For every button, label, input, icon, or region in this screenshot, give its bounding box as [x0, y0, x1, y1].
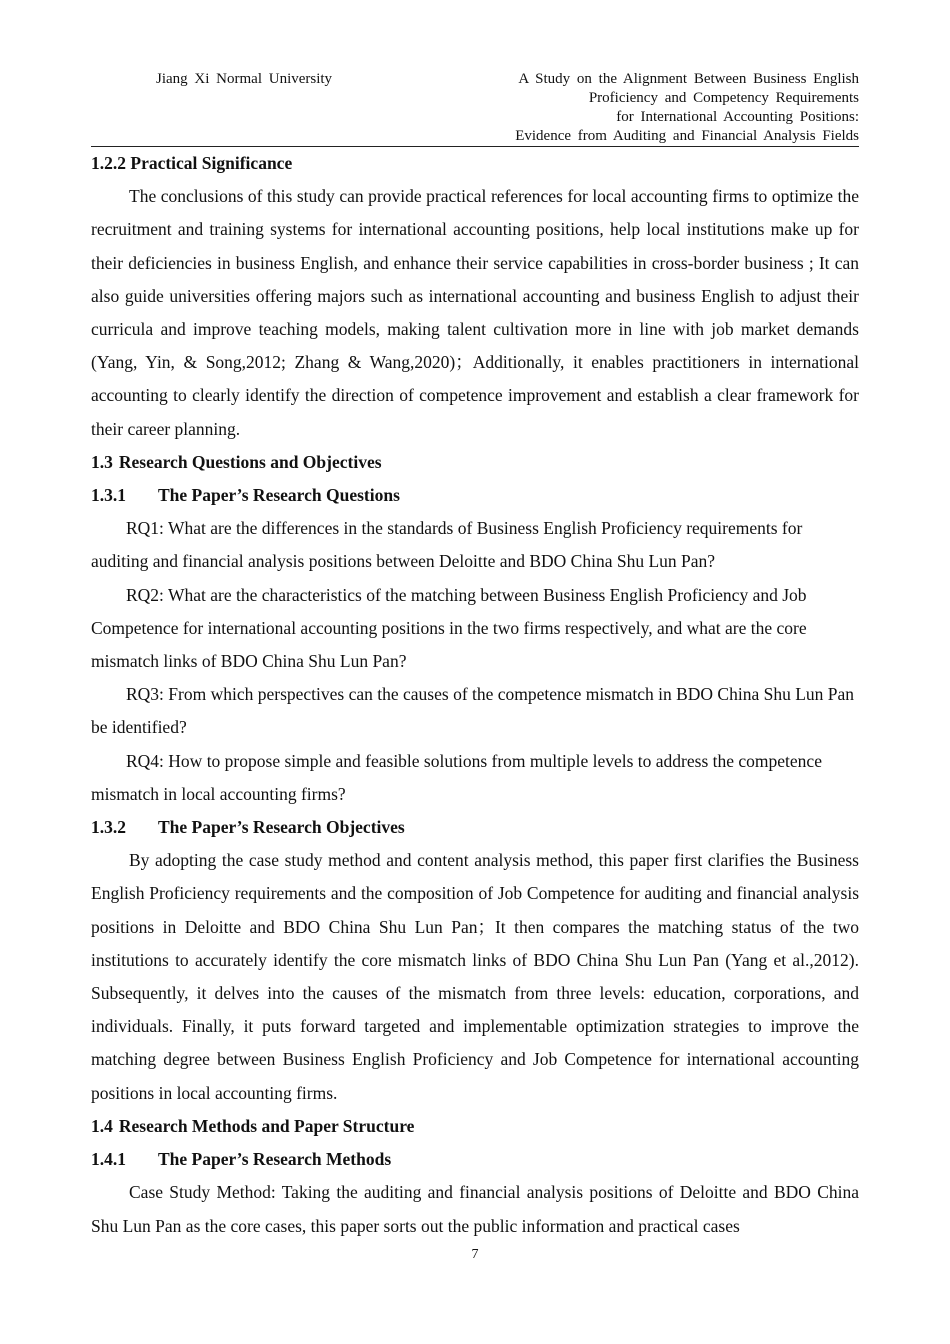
heading-1-3-1	[91, 479, 859, 512]
page-number: 7	[471, 1247, 479, 1262]
heading-1-2-2: 1.2.2 Practical Significance	[91, 153, 293, 173]
header-university: Jiang Xi Normal University	[156, 71, 333, 87]
heading-1-3-2	[91, 811, 859, 844]
research-question-4: RQ4: How to propose simple and feasible solutions from multiple levels to address the competence mismatch in local accounting firms?	[91, 750, 822, 804]
section-number: 1.3.1	[91, 485, 126, 506]
research-question-3: RQ3: From which perspectives can the causes of the competence mismatch in BDO China Shu Lun Pan be identified?	[91, 684, 855, 738]
body-content	[91, 147, 859, 1243]
section-title: The Paper’s Research Methods	[158, 1149, 392, 1170]
section-number: 1.3	[91, 451, 113, 472]
header-title-line: Proficiency and Competency Requirements	[588, 90, 859, 106]
header-title	[515, 70, 859, 146]
heading-1-3	[91, 446, 859, 479]
running-header	[91, 68, 859, 147]
section-number: 1.4	[91, 1115, 113, 1136]
paragraph-practical-significance: The conclusions of this study can provide practical references for local accounting firms to optimize the recruitment and training systems for international accounting positions, help local institutions make up for their deficiencies in business English, and enhance their service capabilities in cross-border business ; It can also guide universities offering majors such as international accounting and business English to adjust their curricula and improve teaching models, making talent cultivation more in line with job market demands (Yang, Yin, & Song,2012; Zhang & Wang,2020)；Additionally, it enables practitioners in international accounting to clearly identify the direction of competence improvement and establish a clear framework for their career planning.	[91, 186, 859, 439]
research-question-1: RQ1: What are the differences in the standards of Business English Proficiency requirements for auditing and financial analysis positions between Deloitte and BDO China Shu Lun Pan?	[91, 518, 803, 572]
section-number: 1.3.2	[91, 817, 126, 838]
section-title: The Paper’s Research Objectives	[158, 817, 405, 838]
header-title-line: Evidence from Auditing and Financial Analysis Fields	[515, 128, 859, 144]
section-number: 1.4.1	[91, 1149, 126, 1170]
section-title: Research Methods and Paper Structure	[118, 1115, 415, 1136]
header-title-line: for International Accounting Positions:	[616, 109, 859, 125]
paragraph-research-methods: Case Study Method: Taking the auditing and financial analysis positions of Deloitte and BDO China Shu Lun Pan as the core cases, this paper sorts out the public information and practical cases	[91, 1182, 859, 1236]
research-question-2: RQ2: What are the characteristics of the matching between Business English Proficiency and Job Competence for international accounting positions in the two firms respectively, and what are the core mismatch links of BDO China Shu Lun Pan?	[91, 584, 807, 672]
heading-1-4	[91, 1110, 859, 1143]
paragraph-research-objectives: By adopting the case study method and content analysis method, this paper first clarifies the Business English Proficiency requirements and the composition of Job Competence for auditing and financial analysis positions in Deloitte and BDO China Shu Lun Pan；It then compares the matching status of the two institutions to accurately identify the core mismatch links of BDO China Shu Lun Pan (Yang et al.,2012). Subsequently, it delves into the causes of the mismatch from three levels: education, corporations, and individuals. Finally, it puts forward targeted and implementable optimization strategies to improve the matching degree between Business English Proficiency and Job Competence for international accounting positions in local accounting firms.	[91, 850, 859, 1103]
header-title-line: A Study on the Alignment Between Business English	[518, 71, 859, 87]
section-title: The Paper’s Research Questions	[158, 485, 400, 506]
section-title: Research Questions and Objectives	[118, 451, 382, 472]
heading-1-4-1	[91, 1143, 859, 1176]
document-page	[91, 68, 859, 1243]
